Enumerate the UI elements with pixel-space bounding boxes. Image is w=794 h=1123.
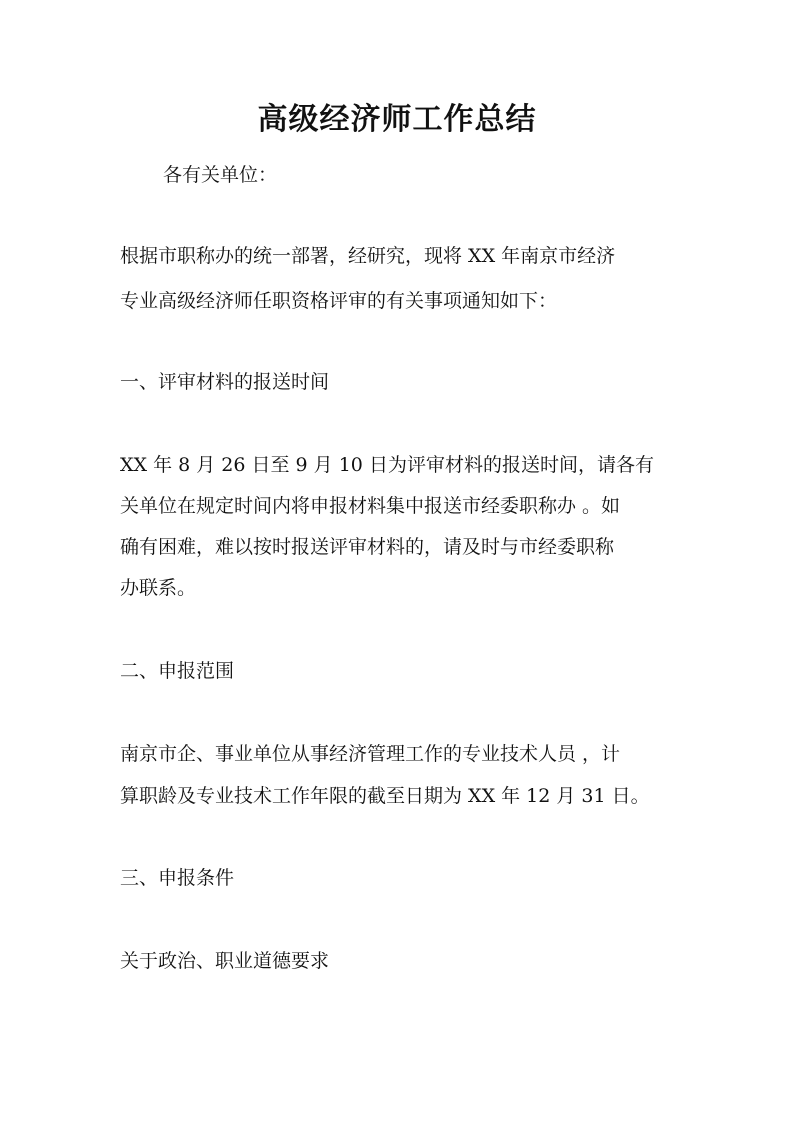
section-1-line-3: 确有困难，难以按时报送评审材料的，请及时与市经委职称	[120, 536, 615, 558]
document-title: 高级经济师工作总结	[257, 102, 537, 137]
section-3-subheading: 关于政治、职业道德要求	[120, 950, 330, 972]
section-1-heading: 一、评审材料的报送时间	[120, 371, 330, 393]
section-2-heading: 二、申报范围	[120, 660, 235, 682]
section-3-heading: 三、申报条件	[120, 867, 235, 889]
section-1-line-4: 办联系。	[120, 577, 197, 599]
section-2-line-2: 算职龄及专业技术工作年限的截至日期为 XX 年 12 月 31 日。	[120, 785, 650, 807]
intro-line-2: 专业高级经济师任职资格评审的有关事项通知如下：	[120, 290, 558, 312]
section-1-line-1: XX 年 8 月 26 日至 9 月 10 日为评审材料的报送时间，请各有	[120, 454, 654, 476]
intro-line-1: 根据市职称办的统一部署，经研究，现将 XX 年南京市经济	[120, 245, 616, 267]
salutation: 各有关单位：	[163, 164, 278, 186]
section-2-line-1: 南京市企、事业单位从事经济管理工作的专业技术人员 ，计	[120, 743, 621, 765]
section-1-line-2: 关单位在规定时间内将申报材料集中报送市经委职称办 。如	[120, 495, 621, 517]
